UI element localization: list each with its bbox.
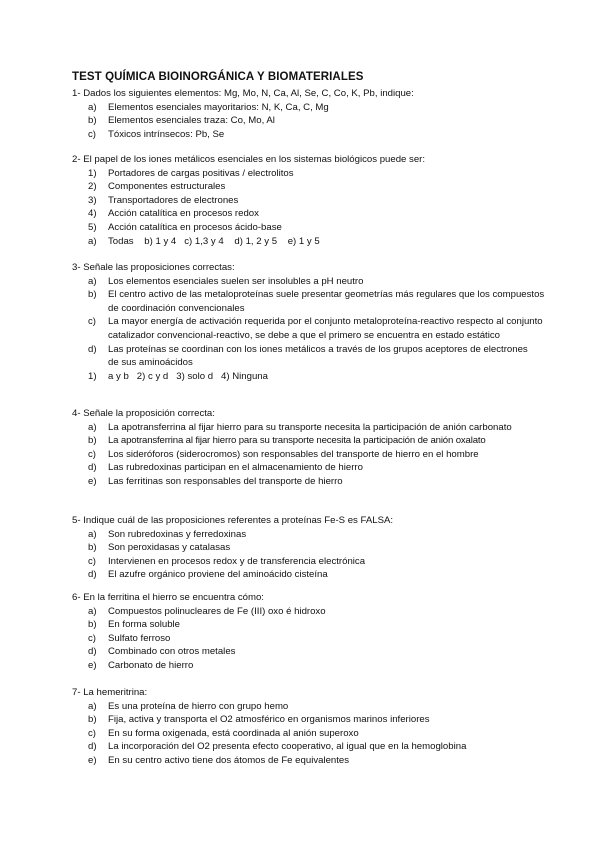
question-5 [72,514,562,582]
list-item: a) Son rubredoxinas y ferredoxinas [88,528,247,540]
list-item: d) Combinado con otros metales [88,646,236,658]
list-item: e) En su centro activo tiene dos átomos de Fe equivalentes [88,754,350,766]
list-item: b) Elementos esenciales traza: Co, Mo, Al [88,115,275,127]
list-item: c) Intervienen en procesos redox y de transferencia electrónica [88,555,366,567]
list-item: 2) Componentes estructurales [88,181,226,193]
list-item: a) La apotransferrina al fijar hierro para su transporte necesita la participación de anión carbonato [88,421,512,433]
question-4 [72,407,562,489]
question-text: 1- Dados los siguientes elementos: Mg, Mo, N, Ca, Al, Se, C, Co, K, Pb, indique: [72,88,414,99]
list-item: a) Elementos esenciales mayoritarios: N, K, Ca, C, Mg [88,101,329,113]
question-3 [72,261,562,383]
list-item: 5) Acción catalítica en procesos ácido-base [88,221,282,233]
question-text: 7- La hemeritrina: [72,687,148,698]
question-6 [72,591,562,673]
list-item: e) Las ferritinas son responsables del transporte de hierro [88,475,343,487]
question-2 [72,153,562,248]
list-item: d) Las proteínas se coordinan con los iones metálicos a través de los grupos aceptores de electrones de sus aminoácidos [88,343,528,369]
list-item: a) Es una proteína de hierro con grupo hemo [88,700,289,712]
question-text: 4- Señale la proposición correcta: [72,408,215,419]
list-item: b) En forma soluble [88,619,180,631]
question-1 [72,87,562,141]
list-item: b) Son peroxidasas y catalasas [88,542,231,554]
list-item: b) La apotransferrina al fijar hierro para su transporte necesita la participación de anión oxalato [88,435,486,447]
list-item: b) Fija, activa y transporta el O2 atmosférico en organismos marinos inferiores [88,714,430,726]
list-item: a) Compuestos polinucleares de Fe (III) oxo é hidroxo [88,605,326,617]
list-item: c) Tóxicos intrínsecos: Pb, Se [88,128,225,140]
list-item: a) Los elementos esenciales suelen ser insolubles a pH neutro [88,275,364,287]
list-item: c) La mayor energía de activación requerida por el conjunto metaloproteína-reactivo respecto al conjunto catalizador convencional-reactivo, se debe a que el primero se encuentra en estado estático [88,316,543,341]
list-item: c) En su forma oxigenada, está coordinada al anión superoxo [88,727,359,739]
question-text: 2- El papel de los iones metálicos esenciales en los sistemas biológicos puede ser: [72,154,426,165]
list-item: d) El azufre orgánico proviene del aminoácido cisteína [88,569,328,581]
list-item: 1) Portadores de cargas positivas / electrolitos [88,167,294,179]
list-item: b) El centro activo de las metaloproteínas suele presentar geometrías más regulares que los compuestos de coordinación convencionales [88,289,545,314]
list-item: e) Carbonato de hierro [88,659,194,671]
question-text: 5- Indique cuál de las proposiciones referentes a proteínas Fe-S es FALSA: [72,515,394,526]
page-title: TEST QUÍMICA BIOINORGÁNICA Y BIOMATERIALES [72,71,364,83]
list-item: d) Las rubredoxinas participan en el almacenamiento de hierro [88,462,363,474]
list-item: c) Los sideróforos (siderocromos) son responsables del transporte de hierro en el hombre [88,448,479,460]
list-item: 4) Acción catalítica en procesos redox [88,208,259,220]
list-item: c) Sulfato ferroso [88,632,171,644]
question-text: 6- En la ferritina el hierro se encuentra cómo: [72,592,264,603]
question-text: 3- Señale las proposiciones correctas: [72,262,235,273]
answer-options: a) Todas b) 1 y 4 c) 1,3 y 4 d) 1, 2 y 5 e) 1 y 5 [88,235,320,247]
question-7 [72,686,562,768]
answer-options: 1) a y b 2) c y d 3) solo d 4) Ninguna [88,370,268,382]
list-item: 3) Transportadores de electrones [88,194,239,206]
list-item: d) La incorporación del O2 presenta efecto cooperativo, al igual que en la hemoglobina [88,741,467,753]
